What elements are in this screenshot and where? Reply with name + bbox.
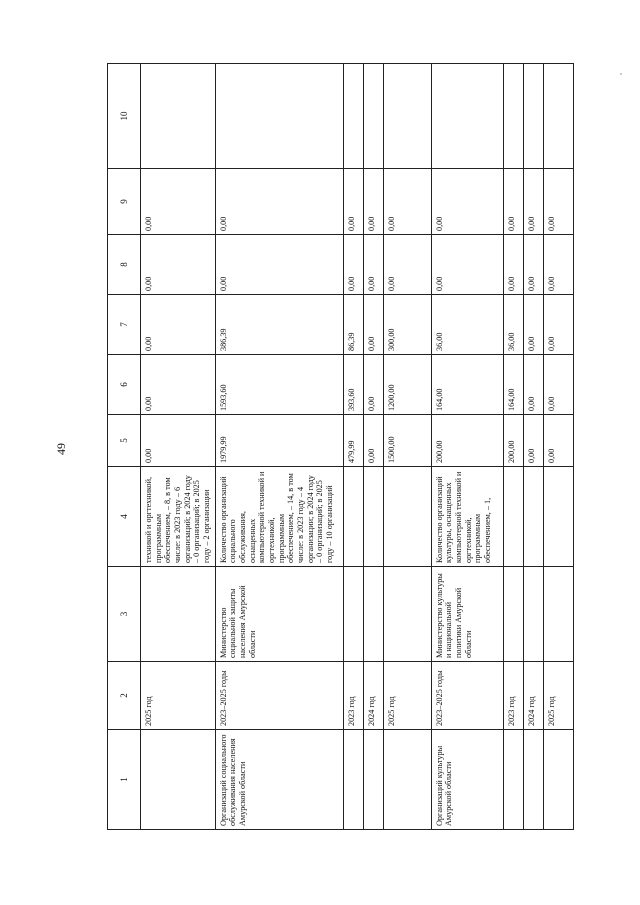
table-cell — [503, 567, 523, 662]
table-cell: 0,00 — [543, 415, 573, 467]
table-cell: 0,00 — [363, 169, 383, 235]
header-cell-6: 6 — [108, 355, 141, 415]
table-cell — [523, 567, 543, 662]
header-cell-9: 9 — [108, 169, 141, 235]
table-cell: 2023–2025 годы — [215, 662, 343, 730]
table-cell: 2023–2025 годы — [431, 662, 503, 730]
table-cell: 36,00 — [431, 295, 503, 355]
table-cell: 0,00 — [503, 169, 523, 235]
table-cell: 0,00 — [363, 415, 383, 467]
table-cell: 0,00 — [543, 169, 573, 235]
program-table — [107, 63, 574, 830]
table-cell — [363, 567, 383, 662]
header-cell-2: 2 — [108, 662, 141, 730]
table-cell: 0,00 — [523, 169, 543, 235]
table-cell: 2024 год — [363, 662, 383, 730]
table-cell — [363, 467, 383, 567]
table-cell: 0,00 — [383, 169, 431, 235]
table-cell: Организаций культуры Амурской области — [431, 730, 503, 830]
table-cell: 2023 год — [503, 662, 523, 730]
table-cell — [363, 64, 383, 169]
table-cell: 0,00 — [543, 295, 573, 355]
table-cell — [141, 64, 216, 169]
table-cell — [343, 467, 363, 567]
table-cell — [523, 730, 543, 830]
table-cell: 0,00 — [383, 235, 431, 295]
header-cell-7: 7 — [108, 295, 141, 355]
table-cell: 386,39 — [215, 295, 343, 355]
table-cell: 300,00 — [383, 295, 431, 355]
table-cell — [343, 64, 363, 169]
table-cell: 0,00 — [215, 235, 343, 295]
table-cell: 1500,00 — [383, 415, 431, 467]
table-row — [363, 64, 383, 830]
table-cell — [523, 64, 543, 169]
table-cell — [141, 730, 216, 830]
table-cell: 164,00 — [431, 355, 503, 415]
table-cell — [543, 730, 573, 830]
table-cell: 0,00 — [503, 235, 523, 295]
table-cell — [383, 730, 431, 830]
table-cell: 0,00 — [523, 295, 543, 355]
table-cell — [503, 64, 523, 169]
table-cell: Министерство социальной защиты населения Амурской области — [215, 567, 343, 662]
table-cell — [503, 467, 523, 567]
table-cell — [383, 64, 431, 169]
header-cell-4: 4 — [108, 467, 141, 567]
table-cell: 1200,00 — [383, 355, 431, 415]
table-cell: 0,00 — [141, 169, 216, 235]
table-cell: техникой и оргтехникой, программным обеспечением, – 8, в том числе: в 2023 году – 6 организаций; в 2024 году – 0 организаций; в 2025 году – 2 организации — [141, 467, 216, 567]
table-cell: 0,00 — [141, 295, 216, 355]
page-number: 49 — [54, 443, 68, 455]
table-row — [215, 64, 343, 830]
table-cell: 393,60 — [343, 355, 363, 415]
table-cell: Организаций социального обслуживания населения Амурской области — [215, 730, 343, 830]
table-cell — [543, 64, 573, 169]
table-cell — [503, 730, 523, 830]
table-cell: 200,00 — [503, 415, 523, 467]
table-row — [343, 64, 363, 830]
table-cell: 0,00 — [363, 355, 383, 415]
table-cell — [543, 467, 573, 567]
header-cell-8: 8 — [108, 235, 141, 295]
table-cell: 0,00 — [141, 235, 216, 295]
table-cell — [141, 567, 216, 662]
table-cell: 200,00 — [431, 415, 503, 467]
table-cell: 2025 год — [383, 662, 431, 730]
table-cell — [431, 64, 503, 169]
table-row — [523, 64, 543, 830]
header-cell-1: 1 — [108, 730, 141, 830]
table-cell: 86,39 — [343, 295, 363, 355]
table-cell — [215, 64, 343, 169]
table-cell: 0,00 — [523, 235, 543, 295]
table-row — [141, 64, 216, 830]
table-row — [383, 64, 431, 830]
table-cell: 2024 год — [523, 662, 543, 730]
table-cell: Количество организаций культуры, оснащенных компьютерной техникой и оргтехникой, программным обеспечением, – 1, — [431, 467, 503, 567]
table-cell — [523, 467, 543, 567]
header-row — [108, 64, 141, 830]
table-cell — [383, 467, 431, 567]
table-cell: 164,00 — [503, 355, 523, 415]
table-cell: 0,00 — [523, 415, 543, 467]
table-cell — [543, 567, 573, 662]
header-cell-10: 10 — [108, 64, 141, 169]
table-cell — [343, 730, 363, 830]
table-row — [503, 64, 523, 830]
table-cell: Министерство культуры и национальной политики Амурской области — [431, 567, 503, 662]
table-cell: 2025 год — [543, 662, 573, 730]
table-cell: 0,00 — [523, 355, 543, 415]
table-cell: 0,00 — [363, 295, 383, 355]
table-row — [543, 64, 573, 830]
table-cell: 36,00 — [503, 295, 523, 355]
table-cell: 1979,99 — [215, 415, 343, 467]
header-cell-3: 3 — [108, 567, 141, 662]
table-cell: 0,00 — [343, 169, 363, 235]
table-cell: 0,00 — [363, 235, 383, 295]
table-cell — [383, 567, 431, 662]
table-cell: 479,99 — [343, 415, 363, 467]
table-cell: 0,00 — [141, 355, 216, 415]
table-cell: 0,00 — [543, 235, 573, 295]
table-cell: 0,00 — [215, 169, 343, 235]
header-cell-5: 5 — [108, 415, 141, 467]
table-cell: 0,00 — [431, 235, 503, 295]
table-cell: 1593,60 — [215, 355, 343, 415]
table-row — [431, 64, 503, 830]
table-cell — [363, 730, 383, 830]
table-cell: 2025 год — [141, 662, 216, 730]
table-cell: 0,00 — [343, 235, 363, 295]
table-cell: 0,00 — [543, 355, 573, 415]
table-cell: 0,00 — [431, 169, 503, 235]
table-cell: 2023 год — [343, 662, 363, 730]
table-cell: 0,00 — [141, 415, 216, 467]
table-cell: Количество организаций социального обслуживания, оснащенных компьютерной техникой и оргтехникой, программным обеспечением, – 14, в том числе: в 2023 году – 4 организации; в 2024 году – 0 организаций; в 2025 году – 10 организаций — [215, 467, 343, 567]
table-cell — [343, 567, 363, 662]
